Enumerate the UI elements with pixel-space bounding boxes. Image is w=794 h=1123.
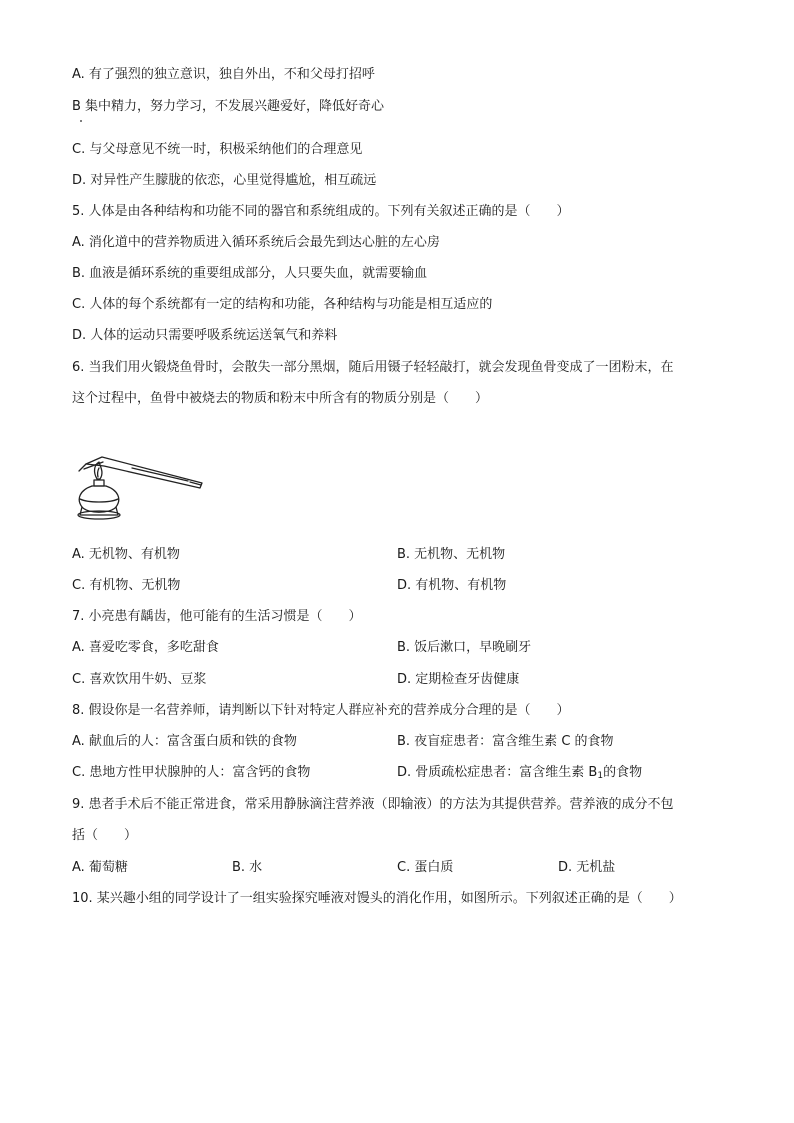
q5-option-b: B. 血液是循环系统的重要组成部分，人只要失血，就需要输血 — [72, 266, 428, 281]
q10-stem: 10. 某兴趣小组的同学设计了一组实验探究唾液对馒头的消化作用，如图所示。下列叙述正确的是（ ） — [72, 891, 682, 906]
q5-option-d: D. 人体的运动只需要呼吸系统运送氧气和养料 — [72, 328, 338, 343]
q8-option-d-suffix: 的食物 — [603, 765, 643, 780]
q6-stem-line2: 这个过程中，鱼骨中被烧去的物质和粉末中所含有的物质分别是（ ） — [72, 391, 489, 406]
q9-option-a: A. 葡萄糖 — [72, 860, 128, 875]
q8-option-c: C. 患地方性甲状腺肿的人：富含钙的食物 — [72, 765, 311, 780]
q8-option-d — [397, 764, 642, 782]
q7-option-c: C. 喜欢饮用牛奶、豆浆 — [72, 672, 207, 687]
q5-stem: 5. 人体是由各种结构和功能不同的器官和系统组成的。下列有关叙述正确的是（ ） — [72, 204, 570, 219]
q4-option-c: C. 与父母意见不统一时，积极采纳他们的合理意见 — [72, 142, 363, 157]
q4-option-d: D. 对异性产生朦胧的依恋，心里觉得尴尬，相互疏远 — [72, 173, 377, 188]
q7-option-a: A. 喜爱吃零食，多吃甜食 — [72, 640, 219, 655]
q9-option-d: D. 无机盐 — [558, 860, 616, 875]
q6-stem-line1: 6. 当我们用火锻烧鱼骨时，会散失一部分黑烟，随后用镊子轻轻敲打，就会发现鱼骨变成了一团粉末，在 — [72, 360, 674, 375]
q8-option-a: A. 献血后的人：富含蛋白质和铁的食物 — [72, 734, 297, 749]
q7-option-b: B. 饭后漱口，早晚刷牙 — [397, 640, 532, 655]
q9-option-b: B. 水 — [232, 860, 263, 875]
q8-stem: 8. 假设你是一名营养师，请判断以下针对特定人群应补充的营养成分合理的是（ ） — [72, 703, 570, 718]
q6-option-b: B. 无机物、无机物 — [397, 547, 506, 562]
stray-dot — [80, 120, 82, 122]
q9-stem-line1: 9. 患者手术后不能正常进食，常采用静脉滴注营养液（即输液）的方法为其提供营养。营养液的成分不包 — [72, 797, 674, 812]
q6-option-d: D. 有机物、有机物 — [397, 578, 507, 593]
q9-option-c: C. 蛋白质 — [397, 860, 454, 875]
q7-option-d: D. 定期检查牙齿健康 — [397, 672, 520, 687]
q8-option-d-prefix: D. 骨质疏松症患者：富含维生素 B — [397, 765, 598, 780]
q9-stem-line2: 括（ ） — [72, 828, 138, 843]
q6-option-c: C. 有机物、无机物 — [72, 578, 181, 593]
q6-option-a: A. 无机物、有机物 — [72, 547, 180, 562]
q5-option-a: A. 消化道中的营养物质进入循环系统后会最先到达心脏的左心房 — [72, 235, 440, 250]
q5-option-c: C. 人体的每个系统都有一定的结构和功能，各种结构与功能是相互适应的 — [72, 297, 493, 312]
q4-option-b: B 集中精力，努力学习，不发展兴趣爱好，降低好奇心 — [72, 99, 385, 114]
q4-option-a: A. 有了强烈的独立意识，独自外出，不和父母打招呼 — [72, 67, 375, 82]
q8-option-b: B. 夜盲症患者：富含维生素 C 的食物 — [397, 734, 614, 749]
q8-option-d-subscript: 1 — [597, 771, 604, 781]
alcohol-lamp-tweezers-icon — [70, 435, 210, 530]
q7-stem: 7. 小亮患有龋齿，他可能有的生活习惯是（ ） — [72, 609, 362, 624]
